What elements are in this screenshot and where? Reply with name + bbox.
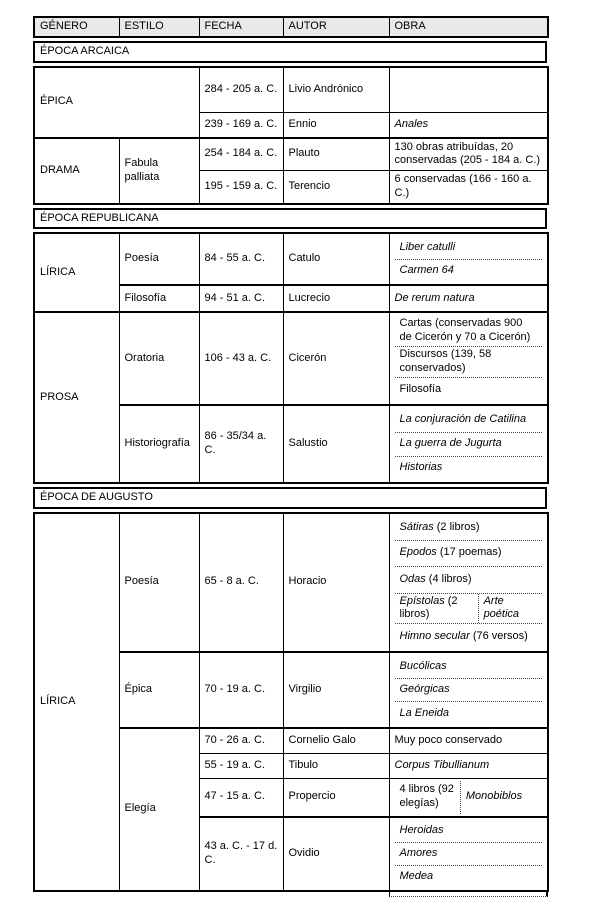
cell-obra-terencio: 6 conservadas (166 - 160 a. C.) xyxy=(389,171,548,204)
obra-note: (4 libros) xyxy=(428,572,472,585)
cell-autor-lucrecio: Lucrecio xyxy=(283,285,389,312)
obra-title: Epístolas xyxy=(399,594,445,607)
obra-item-split xyxy=(395,593,543,624)
obra-item: Amores xyxy=(395,842,543,865)
cell-obra-horacio xyxy=(389,513,548,653)
obra-item: Cartas (conservadas 900 de Cicerón y 70 a Cicerón) xyxy=(399,317,531,343)
table-row xyxy=(34,233,548,285)
cell-fecha-tibulo: 55 - 19 a. C. xyxy=(199,753,283,778)
cell-fecha-terencio: 195 - 159 a. C. xyxy=(199,171,283,204)
obra-title: Odas xyxy=(399,572,426,585)
obra-split xyxy=(395,594,543,624)
obra-split-right: Arte poética xyxy=(483,594,520,621)
cell-estilo-elegia: Elegía xyxy=(119,728,199,891)
obra-item xyxy=(395,516,543,540)
cell-autor-tibulo: Tibulo xyxy=(283,753,389,778)
obra-item: La Eneida xyxy=(395,701,543,725)
obra-item: La guerra de Jugurta xyxy=(395,432,543,456)
obra-item xyxy=(395,540,543,566)
cell-autor-plauto: Plauto xyxy=(283,138,389,171)
cell-genero-epica: ÉPICA xyxy=(34,67,199,138)
obra-item xyxy=(395,566,543,593)
table-column-headers xyxy=(33,16,549,38)
obra-item: Carmen 64 xyxy=(395,259,543,282)
obra-split xyxy=(395,781,543,814)
banner-epoca-de-augusto xyxy=(33,487,547,509)
cell-fecha-propercio: 47 - 15 a. C. xyxy=(199,778,283,817)
obra-item: Liber catulli xyxy=(399,240,456,253)
cell-estilo-filosofia: Filosofía xyxy=(119,285,199,312)
cell-estilo-historiografia: Historiografía xyxy=(119,405,199,483)
table-row xyxy=(34,42,546,62)
obra-split-left xyxy=(395,594,479,624)
cell-estilo-fabula-palliata: Fabula palliata xyxy=(119,138,199,204)
obra-title: Himno secular xyxy=(399,629,470,642)
table-row xyxy=(34,209,546,229)
cell-obra-lucrecio: De rerum natura xyxy=(389,285,548,312)
cell-obra-cornelio-galo: Muy poco conservado xyxy=(389,728,548,753)
col-header-autor: AUTOR xyxy=(283,17,389,37)
obra-note: (76 versos) xyxy=(472,629,528,642)
cell-genero-lirica-aug: LÍRICA xyxy=(34,513,119,891)
cell-obra-propercio xyxy=(389,778,548,817)
cell-autor-catulo: Catulo xyxy=(283,233,389,285)
obra-title: Epodos xyxy=(399,546,437,559)
cell-obra-livio xyxy=(389,67,548,113)
obra-split-left: 4 libros (92 elegías) xyxy=(395,781,461,814)
cell-autor-ovidio: Ovidio xyxy=(283,817,389,891)
table-row xyxy=(34,513,548,653)
cell-fecha-livio: 284 - 205 a. C. xyxy=(199,67,283,113)
cell-fecha-lucrecio: 94 - 51 a. C. xyxy=(199,285,283,312)
banner-label: ÉPOCA DE AUGUSTO xyxy=(34,488,546,508)
cell-autor-propercio: Propercio xyxy=(283,778,389,817)
cell-obra-salustio xyxy=(389,405,548,483)
cell-fecha-catulo: 84 - 55 a. C. xyxy=(199,233,283,285)
col-header-fecha: FECHA xyxy=(199,17,283,37)
obra-item xyxy=(395,623,543,649)
obra-item: Filosofía xyxy=(395,377,543,402)
cell-autor-cornelio-galo: Cornelio Galo xyxy=(283,728,389,753)
cell-obra-ennio: Anales xyxy=(389,113,548,138)
cell-fecha-ovidio: 43 a. C. - 17 d. C. xyxy=(199,817,283,891)
cell-estilo-epica-aug: Épica xyxy=(119,652,199,728)
cell-estilo-poesia-aug: Poesía xyxy=(119,513,199,653)
table-row xyxy=(34,312,548,405)
table-epoca-arcaica xyxy=(33,66,549,205)
table-row xyxy=(34,138,548,171)
cell-genero-lirica-rep: LÍRICA xyxy=(34,233,119,312)
cell-obra-ciceron xyxy=(389,312,548,405)
col-header-estilo: ESTILO xyxy=(119,17,199,37)
cell-estilo-oratoria: Oratoria xyxy=(119,312,199,405)
obra-item: Medea xyxy=(395,865,543,888)
cell-autor-livio: Livio Andrónico xyxy=(283,67,389,113)
cell-fecha-plauto: 254 - 184 a. C. xyxy=(199,138,283,171)
obra-item: Heroidas xyxy=(399,823,444,836)
cell-fecha-horacio: 65 - 8 a. C. xyxy=(199,513,283,653)
cell-obra-virgilio xyxy=(389,652,548,728)
obra-item: Historias xyxy=(395,456,543,480)
cell-autor-ciceron: Cicerón xyxy=(283,312,389,405)
obra-title: Sátiras xyxy=(399,520,434,533)
obra-item: Discursos (139, 58 conservados) xyxy=(395,346,543,377)
obra-note: (2 libros) xyxy=(399,594,458,621)
obra-item: La conjuración de Catilina xyxy=(399,412,527,425)
cell-estilo-poesia-rep: Poesía xyxy=(119,233,199,285)
col-header-obra: OBRA xyxy=(389,17,548,37)
banner-epoca-republicana xyxy=(33,208,547,230)
banner-label: ÉPOCA ARCAICA xyxy=(34,42,546,62)
banner-label: ÉPOCA REPUBLICANA xyxy=(34,209,546,229)
cell-autor-virgilio: Virgilio xyxy=(283,652,389,728)
col-header-genero: GÉNERO xyxy=(34,17,119,37)
table-row xyxy=(34,17,548,37)
table-row xyxy=(34,67,548,113)
cell-autor-horacio: Horacio xyxy=(283,513,389,653)
obra-item: Geórgicas xyxy=(395,678,543,701)
cell-fecha-ennio: 239 - 169 a. C. xyxy=(199,113,283,138)
cell-genero-drama: DRAMA xyxy=(34,138,119,204)
cell-autor-ennio: Ennio xyxy=(283,113,389,138)
obra-note: (2 libros) xyxy=(436,520,480,533)
table-epoca-republicana xyxy=(33,232,549,484)
cell-obra-catulo xyxy=(389,233,548,285)
cell-obra-ovidio xyxy=(389,817,548,891)
table-row xyxy=(34,488,546,508)
banner-epoca-arcaica xyxy=(33,41,547,63)
cell-fecha-virgilio: 70 - 19 a. C. xyxy=(199,652,283,728)
cell-fecha-salustio: 86 - 35/34 a. C. xyxy=(199,405,283,483)
obra-split-right: Monobiblos xyxy=(465,790,523,803)
obra-note: (17 poemas) xyxy=(439,546,502,559)
table-epoca-de-augusto xyxy=(33,512,549,892)
cell-genero-prosa: PROSA xyxy=(34,312,119,483)
cell-fecha-cornelio-galo: 70 - 26 a. C. xyxy=(199,728,283,753)
cell-fecha-ciceron: 106 - 43 a. C. xyxy=(199,312,283,405)
cell-obra-plauto: 130 obras atribuídas, 20 conservadas (205 - 184 a. C.) xyxy=(389,138,548,171)
cell-obra-tibulo: Corpus Tibullianum xyxy=(389,753,548,778)
cell-autor-terencio: Terencio xyxy=(283,171,389,204)
obra-item: Bucólicas xyxy=(399,659,447,672)
cell-autor-salustio: Salustio xyxy=(283,405,389,483)
